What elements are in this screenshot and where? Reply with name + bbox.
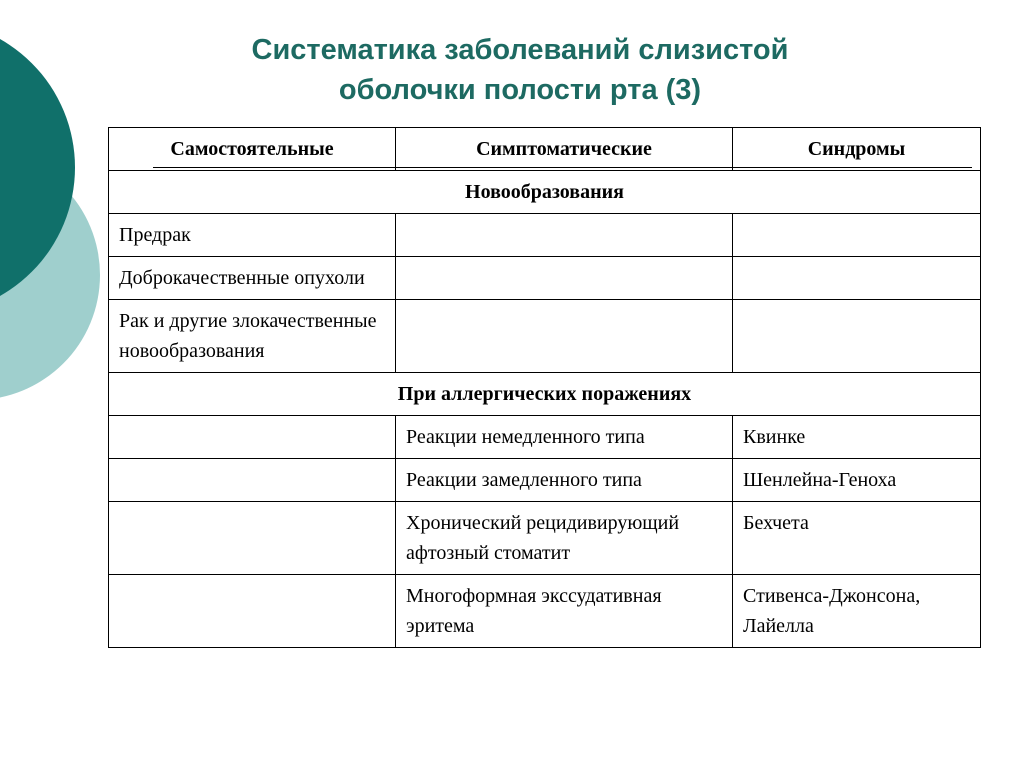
column-header-independent: Самостоятельные <box>109 128 396 171</box>
table-cell <box>396 214 733 257</box>
table-cell: Хронический рецидивирующий афтозный стоматит <box>396 502 733 575</box>
section-row-neoplasms <box>109 171 981 214</box>
table-cell <box>109 459 396 502</box>
slide-title-line-1: Систематика заболеваний слизистой <box>251 34 789 66</box>
table-cell: Шенлейна-Геноха <box>733 459 981 502</box>
table-row <box>109 459 981 502</box>
slide-title-line-2: оболочки полости рта (3) <box>338 74 702 106</box>
table-cell: Бехчета <box>733 502 981 575</box>
table-cell: Реакции немедленного типа <box>396 416 733 459</box>
table-cell: Многоформная экссудативная эритема <box>396 575 733 648</box>
column-header-syndromes: Синдромы <box>733 128 981 171</box>
section-title-allergic: При аллергических поражениях <box>109 373 981 416</box>
column-header-symptomatic: Симптоматические <box>396 128 733 171</box>
slide-title <box>180 30 860 110</box>
table-row <box>109 214 981 257</box>
section-row-allergic <box>109 373 981 416</box>
table-cell <box>733 214 981 257</box>
table-row <box>109 257 981 300</box>
table-cell <box>733 300 981 373</box>
table-cell: Предрак <box>109 214 396 257</box>
table-header-row <box>109 128 981 171</box>
table-cell <box>396 300 733 373</box>
double-divider <box>153 167 972 171</box>
classification-table <box>108 127 981 648</box>
table-row <box>109 416 981 459</box>
table-cell <box>733 257 981 300</box>
table-cell: Стивенса-Джонсона, Лайелла <box>733 575 981 648</box>
table-row <box>109 502 981 575</box>
table-cell: Доброкачественные опухоли <box>109 257 396 300</box>
table-cell: Реакции замедленного типа <box>396 459 733 502</box>
table-cell <box>109 416 396 459</box>
section-title-neoplasms-text: Новообразования <box>465 181 624 203</box>
table-cell: Рак и другие злокачественные новообразования <box>109 300 396 373</box>
section-title-neoplasms <box>109 171 981 214</box>
table-cell: Квинке <box>733 416 981 459</box>
table-cell <box>109 575 396 648</box>
table-row <box>109 575 981 648</box>
table-cell <box>109 502 396 575</box>
table-cell <box>396 257 733 300</box>
table-row <box>109 300 981 373</box>
